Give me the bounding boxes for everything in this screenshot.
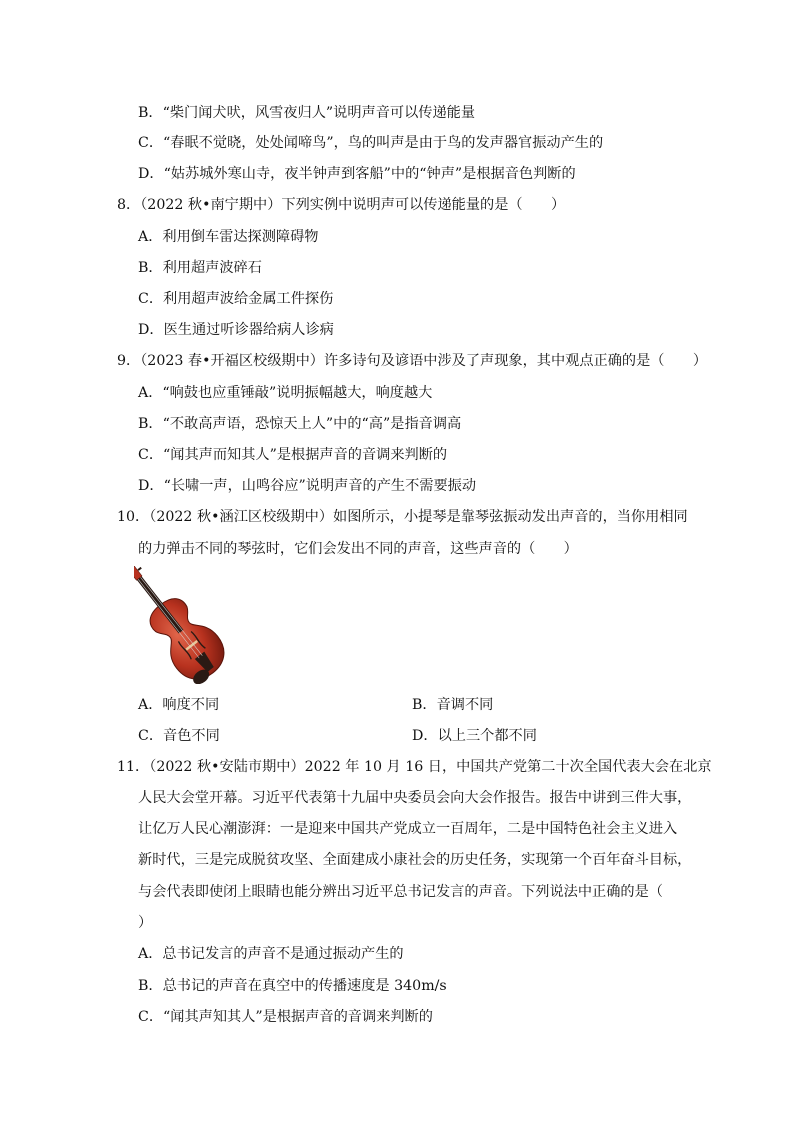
violin-image (134, 566, 264, 684)
q11-option-b: B．总书记的声音在真空中的传播速度是 340m/s (138, 978, 447, 994)
q10-option-a: A．响度不同 (138, 697, 220, 713)
q8-option-c: C．利用超声波给金属工件探伤 (138, 291, 334, 307)
q8-option-b: B．利用超声波碎石 (138, 260, 262, 276)
q8-option-a: A．利用倒车雷达探测障碍物 (138, 229, 319, 245)
q9-stem: 9．（2023 春•开福区校级期中）许多诗句及谚语中涉及了声现象，其中观点正确的是（ ） (117, 353, 708, 369)
q9-option-a: A．“响鼓也应重锤敲”说明振幅越大，响度越大 (138, 385, 433, 401)
q8-option-d: D．医生通过听诊器给病人诊病 (138, 322, 334, 338)
q10-stem-line1: 10．（2022 秋•涵江区校级期中）如图所示，小提琴是靠琴弦振动发出声音的，当你用相同 (117, 509, 688, 525)
q11-stem-line3: 让亿万人民心潮澎湃：一是迎来中国共产党成立一百周年，二是中国特色社会主义进入 (138, 821, 678, 837)
q11-option-a: A．总书记发言的声音不是通过振动产生的 (138, 946, 404, 962)
q10-stem-line2: 的力弹击不同的琴弦时，它们会发出不同的声音，这些声音的（ ） (138, 541, 578, 557)
q11-stem-line2: 人民大会堂开幕。习近平代表第十九届中央委员会向大会作报告。报告中讲到三件大事， (138, 790, 692, 806)
q10-option-c: C．音色不同 (138, 728, 220, 744)
q7-option-c: C．“春眠不觉晓，处处闻啼鸟”，鸟的叫声是由于鸟的发声器官振动产生的 (138, 135, 604, 151)
q11-stem-line4: 新时代，三是完成脱贫攻坚、全面建成小康社会的历史任务，实现第一个百年奋斗目标， (138, 852, 692, 868)
q11-option-c: C．“闻其声知其人”是根据声音的音调来判断的 (138, 1009, 433, 1025)
q9-option-d: D．“长啸一声，山鸣谷应”说明声音的产生不需要振动 (138, 478, 477, 494)
q10-option-d: D．以上三个都不同 (412, 728, 537, 744)
q11-stem-line6: ） (138, 915, 153, 931)
q8-stem: 8．（2022 秋•南宁期中）下列实例中说明声可以传递能量的是（ ） (117, 197, 566, 213)
q7-option-d: D．“姑苏城外寒山寺，夜半钟声到客船”中的“钟声”是根据音色判断的 (138, 166, 576, 182)
q9-option-c: C．“闻其声而知其人”是根据声音的音调来判断的 (138, 447, 448, 463)
q11-stem-line5: 与会代表即使闭上眼睛也能分辨出习近平总书记发言的声音。下列说法中正确的是（ (138, 884, 663, 900)
q7-option-b: B．“柴门闻犬吠，风雪夜归人”说明声音可以传递能量 (138, 105, 476, 121)
q10-option-b: B．音调不同 (412, 697, 494, 713)
q11-stem-line1: 11．（2022 秋•安陆市期中）2022 年 10 月 16 日，中国共产党第二十次全国代表大会在北京 (117, 759, 712, 775)
q9-option-b: B．“不敢高声语，恐惊天上人”中的“高”是指音调高 (138, 416, 462, 432)
